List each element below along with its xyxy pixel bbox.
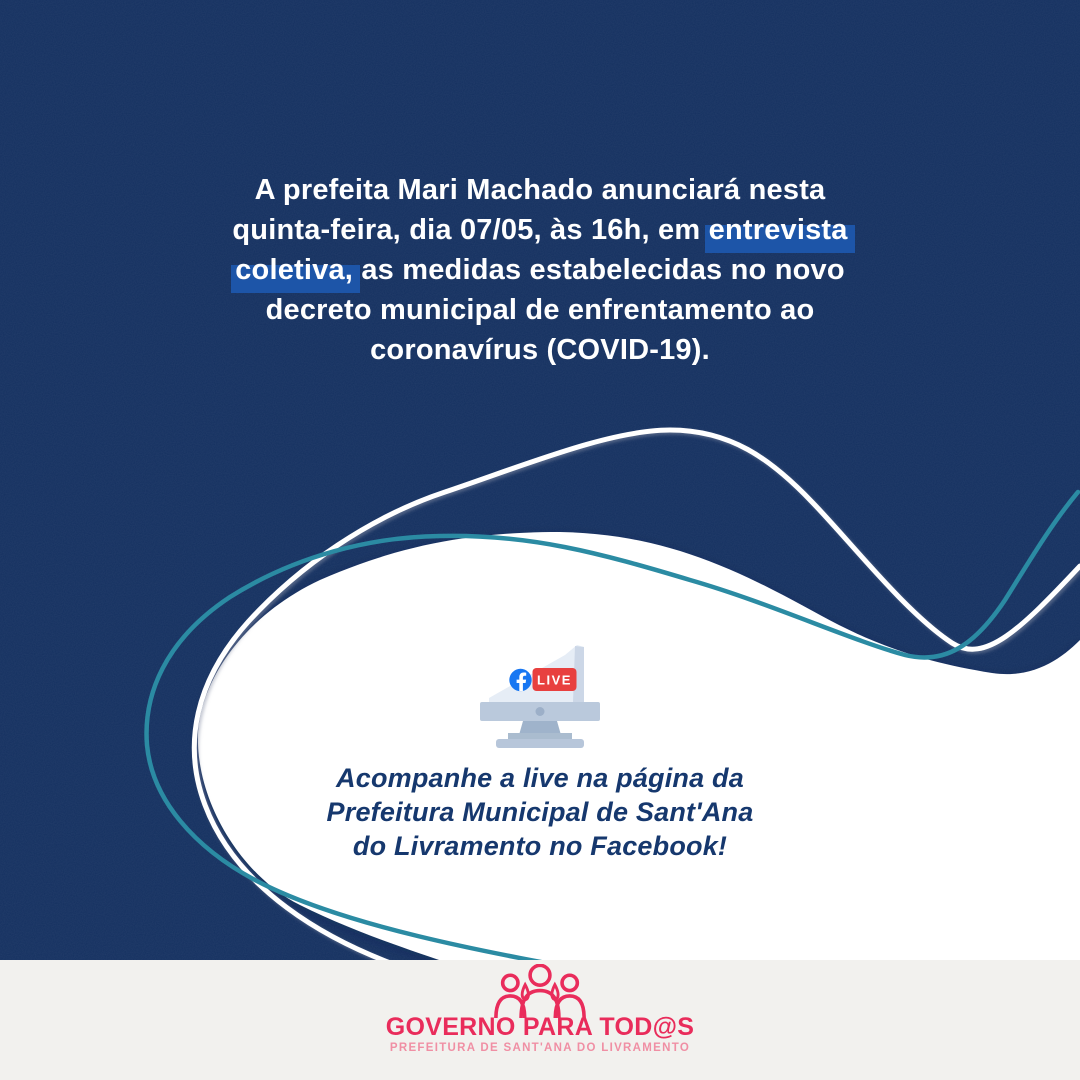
monitor-stand-neck	[519, 721, 561, 735]
brand-subtitle: PREFEITURA DE SANT'ANA DO LIVRAMENTO	[389, 1042, 691, 1054]
headline-line-2	[60, 210, 1020, 250]
headline-line-1: A prefeita Mari Machado anunciará nesta	[254, 174, 826, 206]
person-center-head	[530, 965, 550, 985]
headline-line-2-text: quinta-feira, dia 07/05, às 16h, em	[232, 214, 709, 246]
highlighted-word-entrevista: entrevista	[708, 214, 848, 246]
monitor-button	[536, 707, 545, 716]
person-right-head	[562, 975, 577, 990]
headline-line-4: decreto municipal de enfrentamento ao	[265, 294, 815, 326]
live-badge	[533, 668, 577, 691]
footer-strip	[0, 960, 1080, 1080]
three-people-icon	[481, 964, 599, 1018]
headline-line-5: coronavírus (COVID-19).	[370, 334, 710, 366]
monitor-stand-base	[496, 739, 584, 748]
headline-text-block	[60, 170, 1020, 370]
highlighted-word-coletiva: coletiva,	[235, 254, 354, 286]
person-left-head	[503, 975, 518, 990]
note-line-3: do Livramento no Facebook!	[352, 831, 728, 861]
brand-title: GOVERNO PARA TOD@S	[385, 1013, 695, 1041]
computer-monitor-icon	[480, 645, 600, 748]
headline-line-3	[60, 250, 1020, 290]
facebook-live-illustration	[455, 628, 625, 763]
live-note-text-block	[0, 761, 1080, 863]
live-badge-label: LIVE	[537, 672, 572, 688]
note-line-1: Acompanhe a live na página da	[336, 763, 744, 793]
note-line-2: Prefeitura Municipal de Sant'Ana	[326, 797, 754, 827]
headline-line-3-text: as medidas estabelecidas no novo	[353, 254, 845, 286]
